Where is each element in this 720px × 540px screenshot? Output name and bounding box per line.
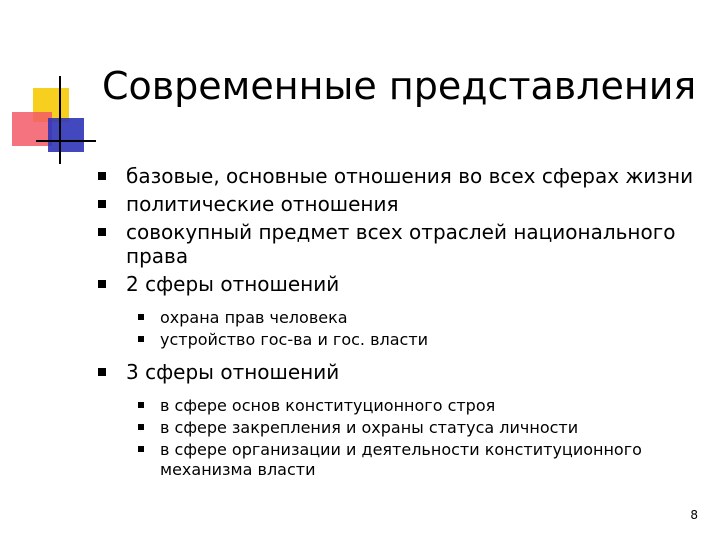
sub-bullet-item bbox=[138, 330, 708, 350]
bullet-text: 3 сферы отношений bbox=[126, 360, 340, 384]
bullet-list bbox=[98, 164, 708, 482]
sub-bullet-item bbox=[138, 440, 708, 480]
square-bullet-icon bbox=[138, 402, 144, 408]
sub-bullet-text: охрана прав человека bbox=[160, 308, 348, 327]
page-number: 8 bbox=[690, 508, 698, 522]
slide-title: Современные представления bbox=[102, 64, 697, 108]
sub-bullet-item bbox=[138, 308, 708, 328]
square-bullet-icon bbox=[138, 446, 144, 452]
bullet-text: 2 сферы отношений bbox=[126, 272, 340, 296]
square-bullet-icon bbox=[138, 336, 144, 342]
square-bullet-icon bbox=[98, 228, 106, 236]
bullet-text: политические отношения bbox=[126, 192, 399, 216]
sub-bullet-text: в сфере организации и деятельности конституционного механизма власти bbox=[160, 440, 642, 479]
square-bullet-icon bbox=[138, 314, 144, 320]
bullet-item bbox=[98, 272, 708, 296]
bullet-text: базовые, основные отношения во всех сферах жизни bbox=[126, 164, 694, 188]
square-bullet-icon bbox=[138, 424, 144, 430]
slide-logo-decoration bbox=[0, 0, 100, 170]
sub-bullet-item bbox=[138, 418, 708, 438]
bullet-item bbox=[98, 164, 708, 188]
bullet-item bbox=[98, 192, 708, 216]
sub-bullet-item bbox=[138, 396, 708, 416]
square-bullet-icon bbox=[98, 368, 106, 376]
bullet-item bbox=[98, 360, 708, 384]
blue-square-decoration bbox=[48, 118, 84, 152]
sub-bullet-text: устройство гос-ва и гос. власти bbox=[160, 330, 429, 349]
sub-bullet-text: в сфере основ конституционного строя bbox=[160, 396, 496, 415]
square-bullet-icon bbox=[98, 200, 106, 208]
square-bullet-icon bbox=[98, 280, 106, 288]
bullet-item bbox=[98, 220, 708, 268]
sub-bullet-text: в сфере закрепления и охраны статуса личности bbox=[160, 418, 579, 437]
square-bullet-icon bbox=[98, 172, 106, 180]
horizontal-line-decoration bbox=[36, 140, 96, 142]
bullet-text: совокупный предмет всех отраслей национального права bbox=[126, 220, 676, 268]
vertical-line-decoration bbox=[59, 76, 61, 164]
